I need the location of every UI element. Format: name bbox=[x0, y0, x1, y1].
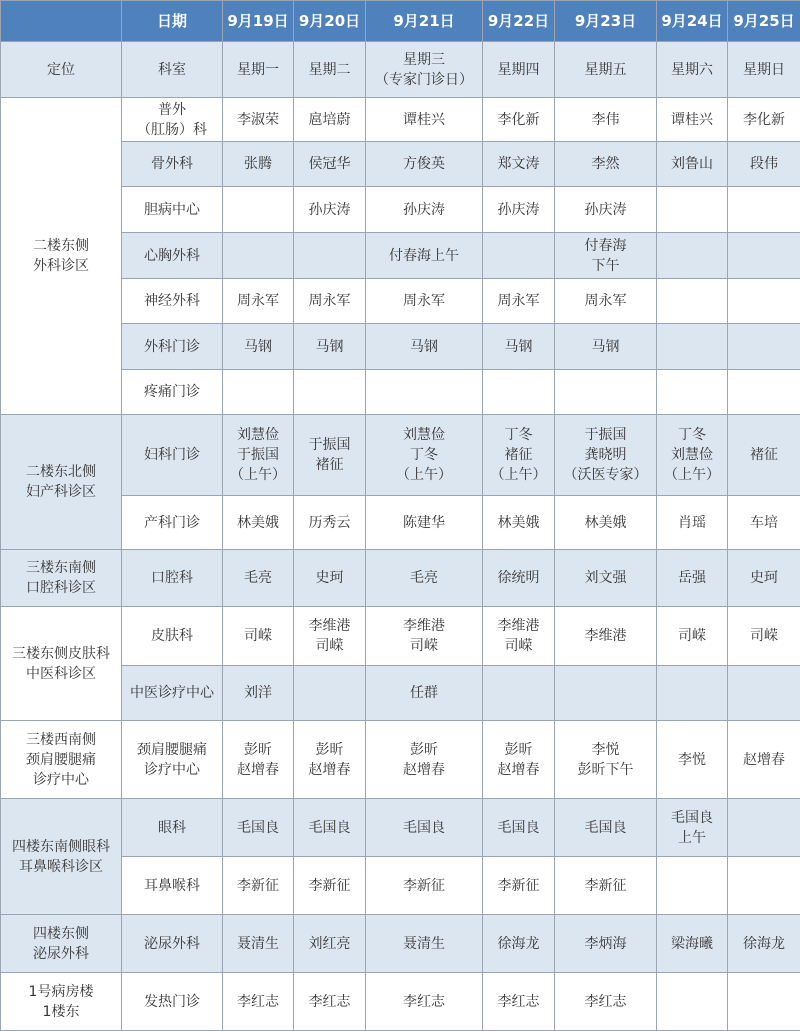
schedule-row bbox=[1, 607, 800, 666]
doctor-cell: 毛国良 bbox=[555, 799, 657, 857]
doctor-cell: 林美娥 bbox=[483, 496, 555, 550]
doctor-cell: 谭桂兴 bbox=[366, 98, 483, 142]
doctor-cell bbox=[657, 973, 728, 1031]
doctor-cell: 孙庆涛 bbox=[483, 187, 555, 233]
department-cell: 口腔科 bbox=[122, 550, 223, 607]
doctor-cell: 李化新 bbox=[728, 98, 800, 142]
department-cell: 泌尿外科 bbox=[122, 915, 223, 973]
doctor-cell: 刘洋 bbox=[223, 666, 294, 721]
doctor-cell: 彭昕 赵增春 bbox=[366, 721, 483, 799]
doctor-cell bbox=[728, 233, 800, 279]
doctor-cell: 李悦 彭昕下午 bbox=[555, 721, 657, 799]
weekday-cell: 星期六 bbox=[657, 42, 728, 98]
doctor-cell: 史珂 bbox=[728, 550, 800, 607]
doctor-cell: 孙庆涛 bbox=[555, 187, 657, 233]
date-cell: 9月21日 bbox=[366, 1, 483, 42]
weekday-cell: 星期日 bbox=[728, 42, 800, 98]
doctor-cell bbox=[657, 857, 728, 915]
doctor-cell: 付春海 下午 bbox=[555, 233, 657, 279]
doctor-cell: 聂清生 bbox=[223, 915, 294, 973]
department-cell: 普外 （肛肠）科 bbox=[122, 98, 223, 142]
doctor-cell: 刘文强 bbox=[555, 550, 657, 607]
doctor-cell: 丁冬 刘慧俭 （上午） bbox=[657, 415, 728, 496]
date-cell: 9月19日 bbox=[223, 1, 294, 42]
department-cell: 产科门诊 bbox=[122, 496, 223, 550]
department-cell: 神经外科 bbox=[122, 279, 223, 324]
doctor-cell: 李伟 bbox=[555, 98, 657, 142]
doctor-cell: 徐海龙 bbox=[483, 915, 555, 973]
doctor-cell bbox=[728, 666, 800, 721]
date-header-row bbox=[1, 1, 800, 42]
doctor-cell bbox=[294, 233, 366, 279]
doctor-cell bbox=[657, 279, 728, 324]
doctor-cell bbox=[728, 324, 800, 370]
schedule-row bbox=[1, 415, 800, 496]
doctor-cell: 陈建华 bbox=[366, 496, 483, 550]
doctor-cell: 郑文涛 bbox=[483, 142, 555, 187]
department-cell: 外科门诊 bbox=[122, 324, 223, 370]
doctor-cell: 方俊英 bbox=[366, 142, 483, 187]
doctor-cell: 李红志 bbox=[483, 973, 555, 1031]
schedule-row bbox=[1, 721, 800, 799]
doctor-cell: 梁海曦 bbox=[657, 915, 728, 973]
doctor-cell: 刘慧俭 丁冬 （上午） bbox=[366, 415, 483, 496]
schedule-row bbox=[1, 915, 800, 973]
doctor-cell bbox=[555, 666, 657, 721]
doctor-cell bbox=[366, 370, 483, 415]
doctor-cell: 李红志 bbox=[223, 973, 294, 1031]
date-cell: 9月23日 bbox=[555, 1, 657, 42]
doctor-cell: 毛国良 bbox=[223, 799, 294, 857]
doctor-cell: 李维港 司嵘 bbox=[366, 607, 483, 666]
doctor-cell: 孙庆涛 bbox=[294, 187, 366, 233]
doctor-cell: 周永军 bbox=[555, 279, 657, 324]
doctor-cell: 李新征 bbox=[223, 857, 294, 915]
doctor-cell: 李新征 bbox=[483, 857, 555, 915]
doctor-cell: 周永军 bbox=[223, 279, 294, 324]
schedule-row bbox=[1, 98, 800, 142]
department-cell: 耳鼻喉科 bbox=[122, 857, 223, 915]
department-cell: 发热门诊 bbox=[122, 973, 223, 1031]
department-cell: 骨外科 bbox=[122, 142, 223, 187]
doctor-cell: 周永军 bbox=[483, 279, 555, 324]
doctor-cell: 肖瑶 bbox=[657, 496, 728, 550]
date-cell: 9月24日 bbox=[657, 1, 728, 42]
doctor-cell: 李然 bbox=[555, 142, 657, 187]
doctor-cell: 于振国 龚晓明 （沃医专家） bbox=[555, 415, 657, 496]
doctor-cell: 李红志 bbox=[555, 973, 657, 1031]
date-cell: 9月20日 bbox=[294, 1, 366, 42]
weekday-cell: 星期一 bbox=[223, 42, 294, 98]
date-cell: 9月22日 bbox=[483, 1, 555, 42]
doctor-cell bbox=[728, 279, 800, 324]
doctor-cell: 车培 bbox=[728, 496, 800, 550]
doctor-cell: 司嵘 bbox=[657, 607, 728, 666]
doctor-cell bbox=[728, 370, 800, 415]
doctor-cell: 李维港 bbox=[555, 607, 657, 666]
doctor-cell: 褚征 bbox=[728, 415, 800, 496]
doctor-cell: 徐统明 bbox=[483, 550, 555, 607]
doctor-cell: 林美娥 bbox=[223, 496, 294, 550]
doctor-cell: 李新征 bbox=[555, 857, 657, 915]
doctor-cell: 历秀云 bbox=[294, 496, 366, 550]
doctor-cell: 李维港 司嵘 bbox=[294, 607, 366, 666]
doctor-cell: 马钢 bbox=[223, 324, 294, 370]
location-cell: 二楼东北侧 妇产科诊区 bbox=[1, 415, 122, 550]
doctor-cell: 彭昕 赵增春 bbox=[223, 721, 294, 799]
location-cell: 二楼东侧 外科诊区 bbox=[1, 98, 122, 415]
doctor-cell: 赵增春 bbox=[728, 721, 800, 799]
doctor-cell: 扈培蔚 bbox=[294, 98, 366, 142]
doctor-cell bbox=[223, 187, 294, 233]
doctor-cell: 司嵘 bbox=[728, 607, 800, 666]
corner-cell bbox=[1, 1, 122, 42]
doctor-cell: 马钢 bbox=[294, 324, 366, 370]
doctor-cell: 侯冠华 bbox=[294, 142, 366, 187]
doctor-cell: 马钢 bbox=[366, 324, 483, 370]
doctor-cell: 谭桂兴 bbox=[657, 98, 728, 142]
location-label: 定位 bbox=[1, 42, 122, 98]
doctor-cell: 刘红亮 bbox=[294, 915, 366, 973]
doctor-cell: 聂清生 bbox=[366, 915, 483, 973]
doctor-cell: 毛国良 bbox=[366, 799, 483, 857]
weekday-cell: 星期四 bbox=[483, 42, 555, 98]
doctor-cell: 于振国 褚征 bbox=[294, 415, 366, 496]
doctor-cell bbox=[728, 857, 800, 915]
doctor-cell: 李红志 bbox=[294, 973, 366, 1031]
doctor-cell: 毛国良 bbox=[294, 799, 366, 857]
doctor-cell bbox=[728, 973, 800, 1031]
doctor-cell bbox=[657, 187, 728, 233]
department-cell: 疼痛门诊 bbox=[122, 370, 223, 415]
date-label: 日期 bbox=[122, 1, 223, 42]
doctor-cell: 周永军 bbox=[294, 279, 366, 324]
doctor-cell bbox=[555, 370, 657, 415]
department-cell: 胆病中心 bbox=[122, 187, 223, 233]
doctor-cell: 李淑荣 bbox=[223, 98, 294, 142]
doctor-cell: 李红志 bbox=[366, 973, 483, 1031]
schedule-row bbox=[1, 799, 800, 857]
doctor-cell: 徐海龙 bbox=[728, 915, 800, 973]
location-cell: 三楼东南侧 口腔科诊区 bbox=[1, 550, 122, 607]
doctor-cell: 马钢 bbox=[555, 324, 657, 370]
doctor-cell: 刘鲁山 bbox=[657, 142, 728, 187]
doctor-cell: 林美娥 bbox=[555, 496, 657, 550]
location-cell: 四楼东侧 泌尿外科 bbox=[1, 915, 122, 973]
location-cell: 三楼西南侧 颈肩腰腿痛 诊疗中心 bbox=[1, 721, 122, 799]
doctor-cell: 毛国良 bbox=[483, 799, 555, 857]
doctor-cell: 彭昕 赵增春 bbox=[294, 721, 366, 799]
doctor-cell: 李悦 bbox=[657, 721, 728, 799]
schedule-row bbox=[1, 550, 800, 607]
doctor-cell bbox=[728, 187, 800, 233]
doctor-cell: 彭昕 赵增春 bbox=[483, 721, 555, 799]
department-cell: 颈肩腰腿痛 诊疗中心 bbox=[122, 721, 223, 799]
location-cell: 三楼东侧皮肤科 中医科诊区 bbox=[1, 607, 122, 721]
doctor-cell bbox=[657, 324, 728, 370]
date-cell: 9月25日 bbox=[728, 1, 800, 42]
schedule-row bbox=[1, 973, 800, 1031]
doctor-cell: 李新征 bbox=[294, 857, 366, 915]
doctor-cell bbox=[483, 666, 555, 721]
department-cell: 中医诊疗中心 bbox=[122, 666, 223, 721]
department-cell: 心胸外科 bbox=[122, 233, 223, 279]
dept-label: 科室 bbox=[122, 42, 223, 98]
doctor-cell bbox=[294, 370, 366, 415]
doctor-cell bbox=[728, 799, 800, 857]
doctor-cell: 毛亮 bbox=[223, 550, 294, 607]
doctor-cell bbox=[657, 370, 728, 415]
doctor-cell: 李维港 司嵘 bbox=[483, 607, 555, 666]
doctor-cell: 刘慧俭 于振国 （上午） bbox=[223, 415, 294, 496]
department-cell: 妇科门诊 bbox=[122, 415, 223, 496]
doctor-cell: 孙庆涛 bbox=[366, 187, 483, 233]
doctor-cell bbox=[223, 370, 294, 415]
doctor-cell: 马钢 bbox=[483, 324, 555, 370]
department-cell: 皮肤科 bbox=[122, 607, 223, 666]
doctor-cell bbox=[657, 666, 728, 721]
doctor-cell bbox=[483, 233, 555, 279]
weekday-cell: 星期三 （专家门诊日） bbox=[366, 42, 483, 98]
weekday-cell: 星期五 bbox=[555, 42, 657, 98]
doctor-cell: 付春海上午 bbox=[366, 233, 483, 279]
location-cell: 1号病房楼 1楼东 bbox=[1, 973, 122, 1031]
doctor-cell bbox=[223, 233, 294, 279]
weekday-cell: 星期二 bbox=[294, 42, 366, 98]
doctor-cell: 任群 bbox=[366, 666, 483, 721]
department-cell: 眼科 bbox=[122, 799, 223, 857]
doctor-cell: 丁冬 褚征 （上午） bbox=[483, 415, 555, 496]
doctor-cell bbox=[294, 666, 366, 721]
doctor-cell: 段伟 bbox=[728, 142, 800, 187]
doctor-cell: 毛亮 bbox=[366, 550, 483, 607]
doctor-cell: 周永军 bbox=[366, 279, 483, 324]
location-cell: 四楼东南侧眼科 耳鼻喉科诊区 bbox=[1, 799, 122, 915]
doctor-cell bbox=[657, 233, 728, 279]
doctor-cell: 李新征 bbox=[366, 857, 483, 915]
doctor-cell: 张腾 bbox=[223, 142, 294, 187]
doctor-cell: 李炳海 bbox=[555, 915, 657, 973]
doctor-cell: 李化新 bbox=[483, 98, 555, 142]
doctor-cell: 岳强 bbox=[657, 550, 728, 607]
weekday-header-row bbox=[1, 42, 800, 98]
doctor-cell: 史珂 bbox=[294, 550, 366, 607]
doctor-cell: 司嵘 bbox=[223, 607, 294, 666]
doctor-cell: 毛国良 上午 bbox=[657, 799, 728, 857]
doctor-cell bbox=[483, 370, 555, 415]
